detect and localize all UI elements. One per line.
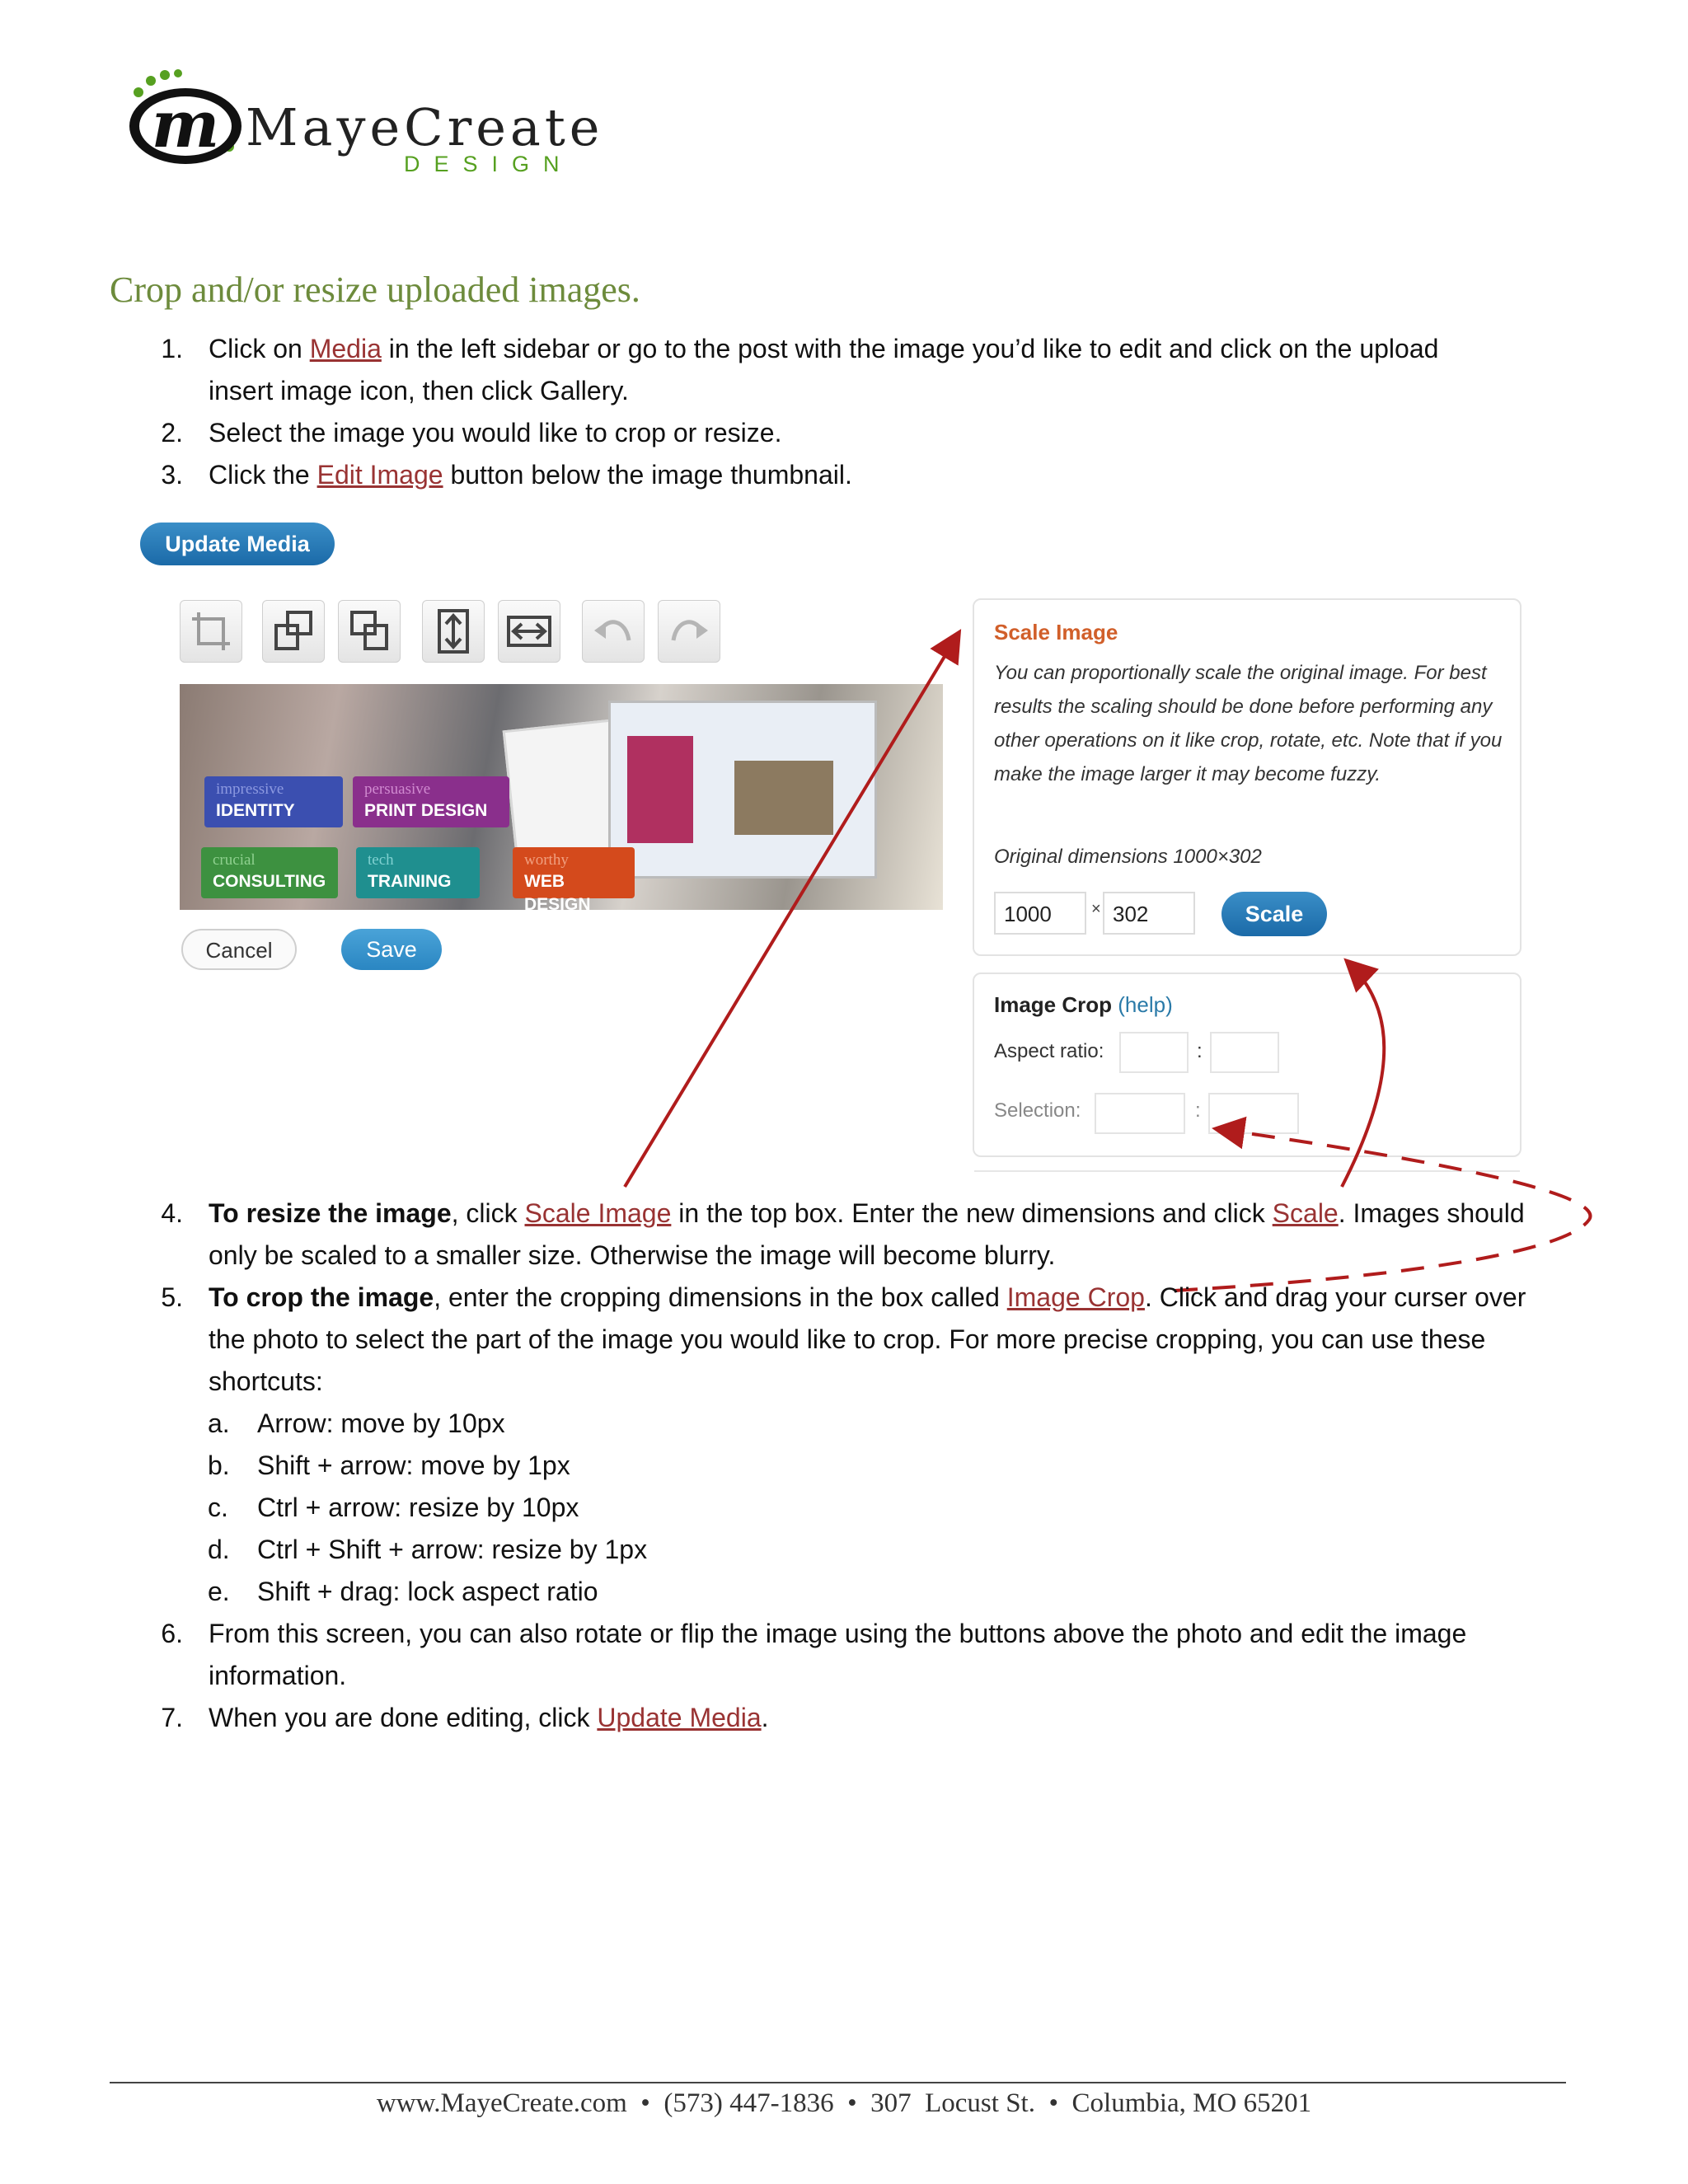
crop-icon: [181, 601, 241, 662]
step-text: the photo to select the part of the image you would like to crop. For more precise cropping, you can use these: [209, 1324, 1486, 1354]
step-bold-text: To crop the image: [209, 1282, 434, 1312]
crop-tool-button[interactable]: [180, 600, 242, 663]
tile-training: tech TRAINING: [356, 847, 480, 898]
scale-image-panel: [973, 598, 1522, 956]
step-text-line: [209, 1193, 1525, 1235]
step-number: 6.: [161, 1619, 183, 1648]
step-number: 5.: [161, 1282, 183, 1312]
step-text: information.: [209, 1661, 347, 1690]
shortcut-text: Shift + drag: lock aspect ratio: [257, 1577, 598, 1606]
rotate-left-button[interactable]: [262, 600, 325, 663]
tile-print-design: persuasive PRINT DESIGN: [353, 776, 509, 827]
image-crop-title: [994, 992, 1173, 1018]
selection-height-input[interactable]: [1208, 1093, 1299, 1134]
scale-width-input[interactable]: 1000: [994, 892, 1086, 935]
image-crop-label: Image Crop: [994, 992, 1113, 1017]
step-text-line: [209, 1613, 1466, 1655]
aspect-ratio-label: Aspect ratio:: [994, 1040, 1104, 1062]
step-text: only be scaled to a smaller size. Otherwise the image will become blurry.: [209, 1240, 1056, 1270]
step-text: , enter the cropping dimensions in the box called: [434, 1282, 1007, 1312]
step-link[interactable]: Scale Image: [524, 1198, 672, 1228]
step-text-line: [209, 412, 781, 454]
shortcut-letter: b.: [208, 1451, 230, 1480]
image-crop-panel: [973, 972, 1522, 1157]
undo-button[interactable]: [582, 600, 645, 663]
shortcut-text: Arrow: move by 10px: [257, 1408, 505, 1438]
step-link[interactable]: Edit Image: [316, 460, 443, 490]
step-text: . Click and drag your curser over: [1144, 1282, 1526, 1312]
times-sign: ×: [1091, 900, 1101, 918]
shortcut-text: Ctrl + arrow: resize by 10px: [257, 1493, 579, 1522]
crop-help-link[interactable]: (help): [1118, 992, 1173, 1017]
aspect-ratio-height-input[interactable]: [1210, 1032, 1279, 1073]
step-text-line: [209, 1235, 1055, 1277]
logo-wordmark: MayeCreate: [246, 97, 604, 157]
undo-icon: [583, 601, 644, 662]
redo-icon: [659, 601, 720, 662]
logo-mark-icon: [124, 66, 247, 173]
step-text-line: [209, 1277, 1526, 1319]
step-number: 2.: [161, 418, 183, 448]
step-text: When you are done editing, click: [209, 1703, 598, 1732]
step-text-line: [209, 1319, 1485, 1361]
flip-horizontal-icon: [499, 601, 560, 662]
step-text: .: [761, 1703, 769, 1732]
scale-image-title: Scale Image: [994, 620, 1118, 644]
step-text: Click the: [209, 460, 317, 490]
step-text: shortcuts:: [209, 1366, 323, 1396]
shortcut-text: Ctrl + Shift + arrow: resize by 1px: [257, 1535, 648, 1564]
tile-identity: impressive IDENTITY: [204, 776, 343, 827]
step-link[interactable]: Media: [309, 334, 382, 363]
footer-contact: www.MayeCreate.com • (573) 447-1836 • 307 Locust St. • Columbia, MO 65201: [376, 2088, 1312, 2118]
scale-height-input[interactable]: 302: [1103, 892, 1195, 935]
rotate-right-button[interactable]: [338, 600, 401, 663]
scale-button[interactable]: Scale: [1221, 892, 1327, 936]
shortcut-letter: e.: [208, 1577, 230, 1606]
step-text: Click on: [209, 334, 310, 363]
shortcut-letter: c.: [208, 1493, 228, 1522]
step-bold-text: To resize the image: [209, 1198, 452, 1228]
step-number: 1.: [161, 334, 183, 363]
step-number: 4.: [161, 1198, 183, 1228]
logo-subtitle: DESIGN: [404, 152, 574, 176]
selection-width-input[interactable]: [1095, 1093, 1185, 1134]
scale-image-description: You can proportionally scale the original image. For best results the scaling should be done before performing any other operations on it like crop, rotate, etc. Note that if you make the image larger it may become fuzzy.: [994, 662, 1503, 785]
shortcut-text: Shift + arrow: move by 1px: [257, 1451, 570, 1480]
step-text: in the left sidebar or go to the post with the image you’d like to edit and click on the upload: [381, 334, 1439, 363]
rotate-left-icon: [263, 601, 324, 662]
shortcut-letter: a.: [208, 1408, 230, 1438]
flip-horizontal-button[interactable]: [498, 600, 560, 663]
step-text-line: [209, 328, 1438, 370]
selection-label: Selection:: [994, 1099, 1081, 1122]
page-title: Crop and/or resize uploaded images.: [110, 269, 640, 310]
step-number: 3.: [161, 460, 183, 490]
aspect-ratio-colon: :: [1197, 1040, 1203, 1062]
step-text: button below the image thumbnail.: [443, 460, 852, 490]
step-text: Select the image you would like to crop or resize.: [209, 418, 782, 448]
shortcut-letter: d.: [208, 1535, 230, 1564]
svg-text:m: m: [151, 87, 220, 162]
cancel-button[interactable]: Cancel: [181, 929, 297, 970]
tile-consulting: crucial CONSULTING: [201, 847, 338, 898]
aspect-ratio-width-input[interactable]: [1119, 1032, 1189, 1073]
step-text: in the top box. Enter the new dimensions and click: [671, 1198, 1273, 1228]
update-media-button[interactable]: Update Media: [140, 523, 335, 565]
flip-vertical-icon: [423, 601, 484, 662]
step-text: , click: [451, 1198, 525, 1228]
step-text: insert image icon, then click Gallery.: [209, 376, 629, 405]
step-text: From this screen, you can also rotate or flip the image using the buttons above the photo and edit the image: [209, 1619, 1467, 1648]
image-toolbar: [180, 600, 724, 666]
panel-divider: [974, 1170, 1520, 1172]
step-text-line: [209, 370, 629, 412]
step-text-line: [209, 454, 852, 496]
step-text-line: [209, 1361, 323, 1403]
step-text-line: [209, 1655, 346, 1697]
redo-button[interactable]: [658, 600, 720, 663]
step-number: 7.: [161, 1703, 183, 1732]
logo: [124, 66, 604, 176]
save-button[interactable]: Save: [341, 929, 442, 970]
step-text: . Images should: [1338, 1198, 1525, 1228]
image-preview[interactable]: [180, 684, 943, 910]
selection-colon: :: [1195, 1099, 1201, 1122]
photo-collage-screen: [608, 701, 877, 879]
flip-vertical-button[interactable]: [422, 600, 485, 663]
tile-web-design: worthy WEB DESIGN: [513, 847, 635, 898]
rotate-right-icon: [339, 601, 400, 662]
step-link[interactable]: Update Media: [597, 1703, 762, 1732]
step-link[interactable]: Scale: [1272, 1198, 1339, 1228]
step-link[interactable]: Image Crop: [1006, 1282, 1145, 1312]
step-text-line: [209, 1697, 769, 1739]
footer-rule: [110, 2082, 1566, 2083]
original-dimensions: Original dimensions 1000×302: [994, 846, 1262, 868]
